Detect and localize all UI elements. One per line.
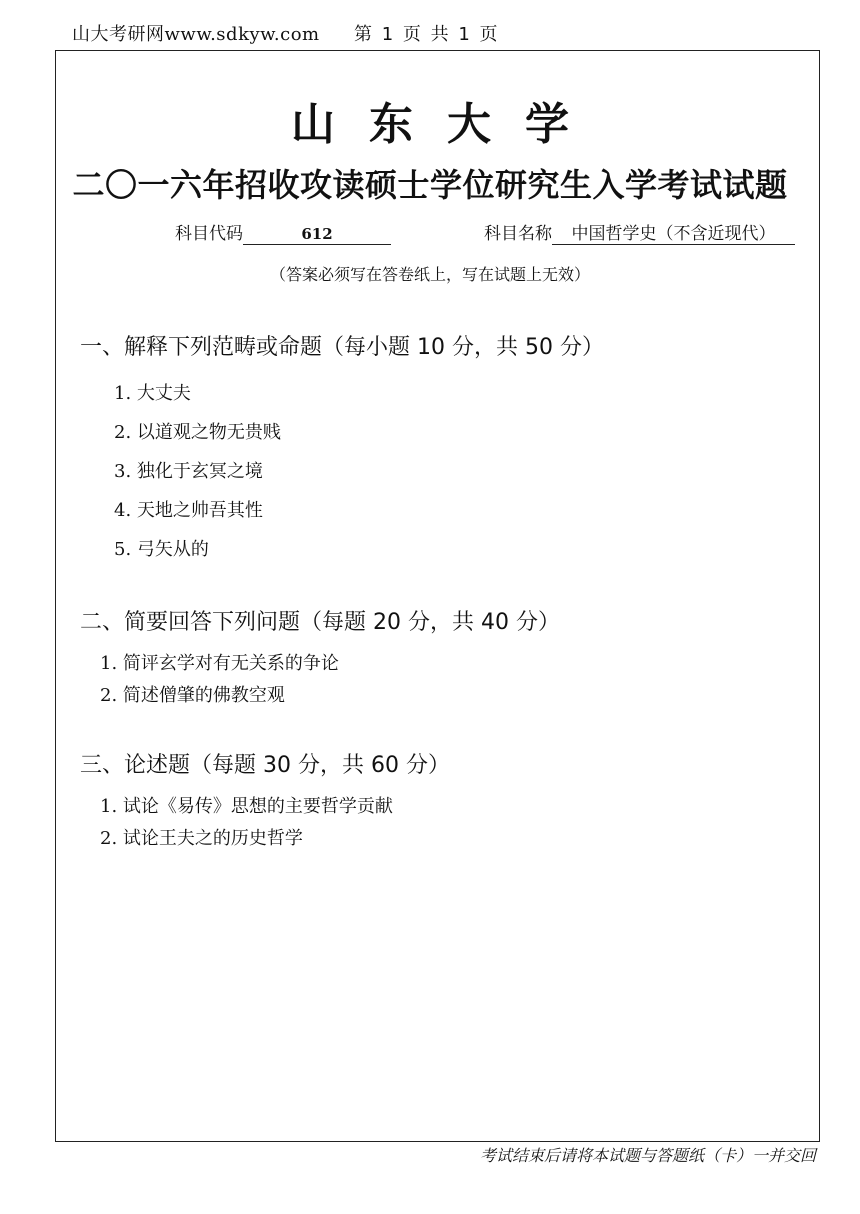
exam-title: 二〇一六年招收攻读硕士学位研究生入学考试试题: [72, 166, 788, 204]
question-item: 1. 试论《易传》思想的主要哲学贡献: [100, 796, 393, 817]
footer-note: 考试结束后请将本试题与答题纸（卡）一并交回: [479, 1146, 816, 1165]
question-item: 1. 大丈夫: [114, 383, 191, 404]
section-heading: 一、解释下列范畴或命题（每小题 10 分，共 50 分）: [80, 335, 604, 360]
subject-name-row: [484, 219, 795, 245]
section-heading: 三、论述题（每题 30 分，共 60 分）: [80, 753, 450, 778]
subject-code-row: [175, 219, 391, 245]
answer-notice: （答案必须写在答卷纸上，写在试题上无效）: [269, 265, 590, 284]
question-item: 2. 简述僧肇的佛教空观: [100, 685, 285, 706]
question-item: 2. 以道观之物无贵贱: [114, 422, 281, 443]
question-item: 1. 简评玄学对有无关系的争论: [100, 653, 339, 674]
subject-code-value: 612: [243, 224, 391, 245]
question-item: 4. 天地之帅吾其性: [114, 500, 263, 521]
question-item: 3. 独化于玄冥之境: [114, 461, 263, 482]
subject-code-label: 科目代码: [175, 224, 243, 244]
subject-name-label: 科目名称: [484, 224, 552, 244]
subject-name-value: 中国哲学史（不含近现代）: [552, 224, 795, 245]
exam-border: [55, 50, 820, 1142]
site-header: 山大考研网www.sdkyw.com: [72, 24, 320, 45]
section-heading: 二、简要回答下列问题（每题 20 分，共 40 分）: [80, 610, 560, 635]
question-item: 5. 弓矢从的: [114, 539, 209, 560]
university-name: 山东大学: [291, 99, 603, 150]
question-item: 2. 试论王夫之的历史哲学: [100, 828, 303, 849]
page-indicator: 第 1 页 共 1 页: [354, 24, 498, 45]
